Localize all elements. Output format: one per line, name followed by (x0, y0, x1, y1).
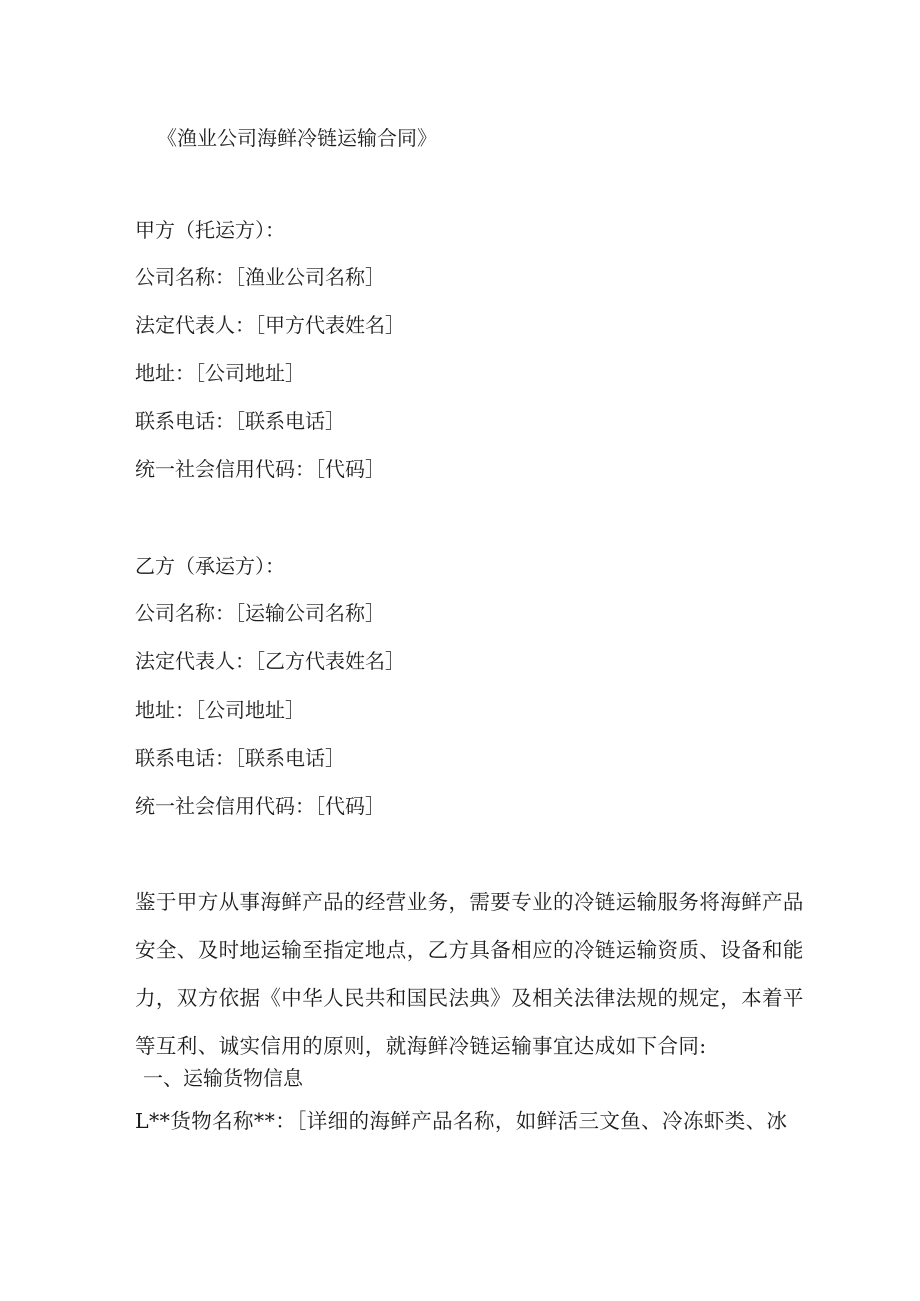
party-a-phone: 联系电话：［联系电话］ (135, 409, 345, 433)
preamble-line-4: 等互利、诚实信用的原则，就海鲜冷链运输事宜达成如下合同: (135, 1034, 707, 1058)
party-a-credit-code: 统一社会信用代码：［代码］ (135, 457, 385, 481)
preamble-line-1: 鉴于甲方从事海鲜产品的经营业务，需要专业的冷链运输服务将海鲜产品 (135, 890, 804, 914)
document-title: 《渔业公司海鲜冷链运输合同》 (157, 126, 437, 150)
section-1-item-1: L**货物名称**：［详细的海鲜产品名称，如鲜活三文鱼、冷冻虾类、冰 (135, 1109, 788, 1133)
party-b-company: 公司名称：［运输公司名称］ (135, 601, 385, 625)
party-a-heading: 甲方（托运方）： (135, 218, 285, 242)
party-a-representative: 法定代表人：［甲方代表姓名］ (135, 313, 405, 337)
party-b-address: 地址：［公司地址］ (135, 698, 305, 722)
party-b-phone: 联系电话：［联系电话］ (135, 746, 345, 770)
party-a-company: 公司名称：［渔业公司名称］ (135, 265, 385, 289)
preamble-line-3: 力，双方依据《中华人民共和国民法典》及相关法律法规的规定，本着平 (135, 986, 804, 1010)
preamble-line-2: 安全、及时地运输至指定地点，乙方具备相应的冷链运输资质、设备和能 (135, 938, 804, 962)
party-b-representative: 法定代表人：［乙方代表姓名］ (135, 649, 405, 673)
party-a-address: 地址：［公司地址］ (135, 361, 305, 385)
party-b-heading: 乙方（承运方）： (135, 554, 285, 578)
party-b-credit-code: 统一社会信用代码：［代码］ (135, 794, 385, 818)
section-1-heading: 一、运输货物信息 (143, 1066, 303, 1090)
